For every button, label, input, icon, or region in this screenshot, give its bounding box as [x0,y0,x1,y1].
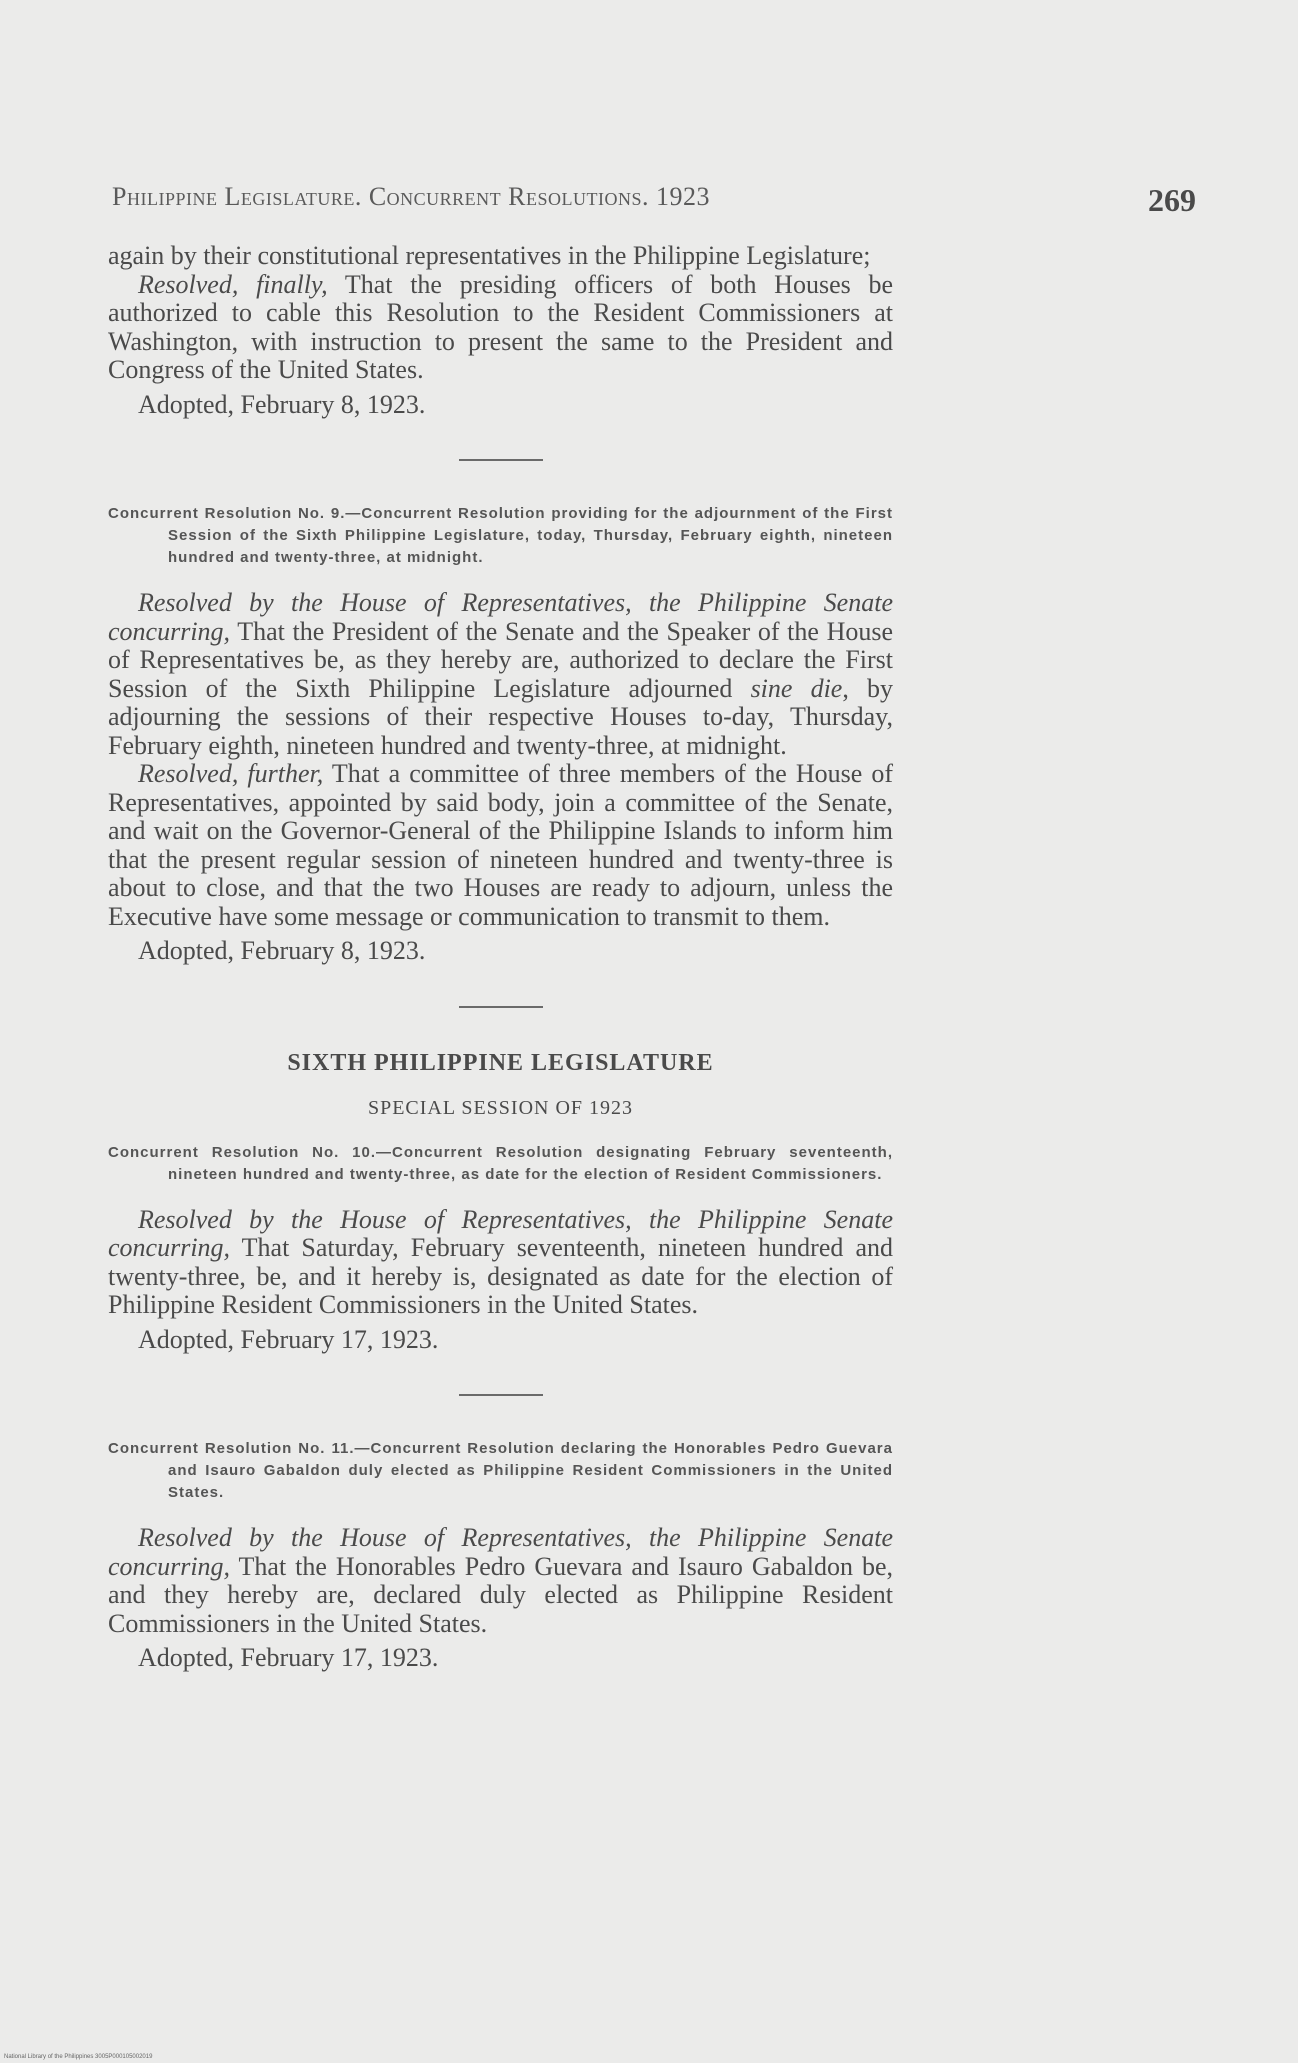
resolution-9-further-text: That a committee of three members of the House of Representatives, appointed by said body, join a committee of the Senate, and wait on the Governor-General of the Philippine Islands to inform him that the present regular session of nineteen hundred and twenty-three is about to close, and that the two Houses are ready to adjourn, unless the Executive have some message or communication to transmit to them. [108,759,893,931]
section-divider [459,1006,543,1008]
resolution-9-text: That the President of the Senate and the Speaker of the House of Representatives be, as they hereby are, authorized to declare the First Session of the Sixth Philippine Legislature adjourned [108,616,893,703]
adopted-line: Adopted, February 8, 1923. [138,936,426,965]
resolution-9-further-lead: Resolved, further, [138,759,324,788]
adopted-line: Adopted, February 17, 1923. [138,1324,439,1354]
resolution-9-paragraph-1 [108,589,893,760]
resolution-10-caption: Concurrent Resolution No. 10.—Concurrent Resolution designating February seventeenth, nineteen hundred and twenty-three, as date for the election of Resident Commissioners. [108,1143,893,1183]
section-title: SIXTH PHILIPPINE LEGISLATURE [287,1049,714,1076]
resolution-10-text: That Saturday, February seventeenth, nineteen hundred and twenty-three, be, and it hereby is, designated as date for the election of Philippine Resident Commissioners in the United States. [108,1233,893,1319]
resolution-11-text: That the Honorables Pedro Guevara and Isauro Gabaldon be, and they hereby are, declared duly elected as Philippine Resident Commissioners in the United States. [108,1551,893,1638]
section-divider [459,1394,543,1396]
sine-die-italic: sine die [750,673,843,703]
scan-footer: National Library of the Philippines 3005P000105002019 [4,2054,153,2060]
page-number: 269 [1148,182,1196,218]
section-divider [459,459,543,461]
resolution-10-paragraph [108,1206,893,1320]
adopted-line: Adopted, February 8, 1923. [138,389,426,419]
adopted-line: Adopted, February 17, 1923. [138,1643,439,1672]
running-header: Philippine Legislature. Concurrent Resolutions. 1923 [112,182,711,211]
resolution-11-lead: Resolved by the House of Representatives, the Philippine Senate concurring, [108,1523,893,1581]
section-subtitle: SPECIAL SESSION OF 1923 [367,1096,634,1119]
resolution-9-text-end: , by adjourning the sessions of their respective Houses to-day, Thursday, February eighth, nineteen hundred and twenty-three, at midnight. [108,673,893,760]
resolution-9-lead: Resolved by the House of Representatives, the Philippine Senate concurring, [108,588,893,646]
resolved-finally-lead: Resolved, finally, [138,269,328,299]
body-column [108,242,893,1673]
resolution-9-caption: Concurrent Resolution No. 9.—Concurrent Resolution providing for the adjournment of the First Session of the Sixth Philippine Legislature, today, Thursday, February eighth, nineteen hundred and twenty-three, at midnight. [108,505,893,566]
resolved-finally-paragraph [108,271,893,385]
resolution-9-paragraph-2 [108,760,893,931]
resolution-11-caption: Concurrent Resolution No. 11.—Concurrent Resolution declaring the Honorables Pedro Guevara and Isauro Gabaldon duly elected as Philippine Resident Commissioners in the United States. [108,1440,893,1501]
resolution-10-lead: Resolved by the House of Representatives, the Philippine Senate concurring, [108,1204,893,1262]
continuation-paragraph: again by their constitutional representatives in the Philippine Legislature; [108,241,871,270]
resolution-11-paragraph [108,1524,893,1638]
resolved-finally-text: That the presiding officers of both Houses be authorized to cable this Resolution to the Resident Commissioners at Washington, with instruction to present the same to the President and Congress of the United States. [108,269,894,384]
